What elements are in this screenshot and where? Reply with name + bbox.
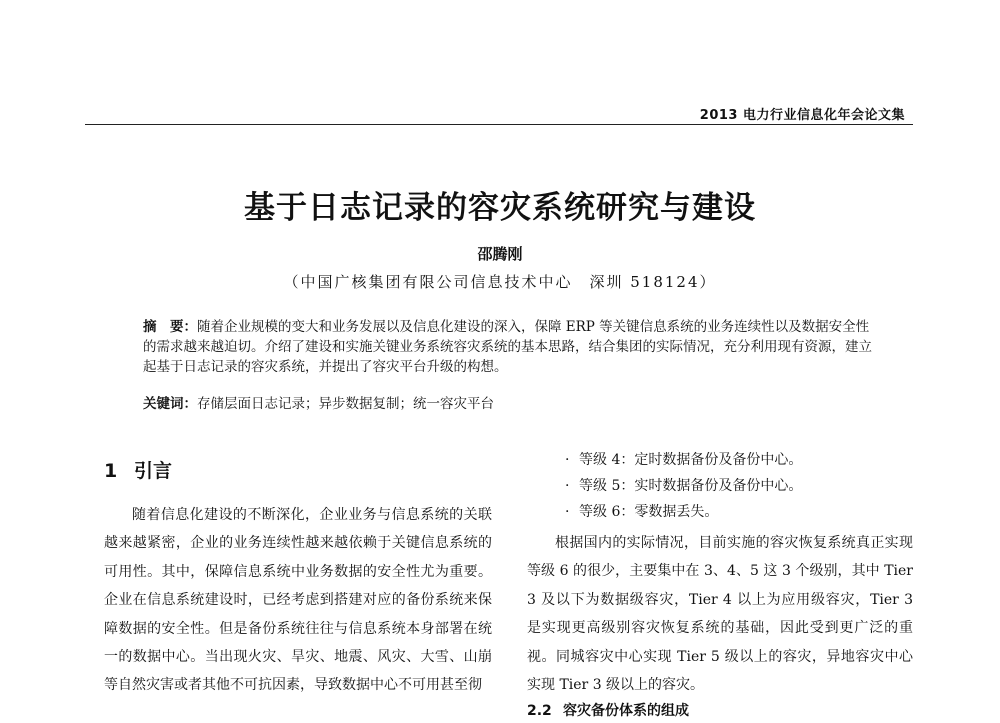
intro-paragraph: 随着信息化建设的不断深化，企业业务与信息系统的关联越来越紧密，企业的业务连续性越来越依赖于关键信息系统的可用性。其中，保障信息系统中业务数据的安全性尤为重要。企业在信息系统建设时，已经考虑到搭建对应的备份系统来保障数据的安全性。但是备份系统往往与信息系统本身部署在统一的数据中心。当出现火灾、旱灾、地震、风灾、大雪、山崩等自然灾害或者其他不可抗因素，导致数据中心不可用甚至彻 xyxy=(104,507,492,694)
keywords-label: 关键词： xyxy=(143,396,197,412)
abstract-label: 摘 要： xyxy=(143,319,197,335)
header-rule xyxy=(85,124,913,125)
list-item: · 等级 5：实时数据备份及备份中心。 xyxy=(565,473,913,499)
subsection-heading xyxy=(527,699,913,723)
bullet-icon: · xyxy=(565,504,570,520)
right-column xyxy=(527,447,913,723)
author-affiliation: （中国广核集团有限公司信息技术中心 深圳 518124） xyxy=(283,273,717,291)
abstract xyxy=(143,317,873,377)
keywords xyxy=(143,394,873,414)
abstract-text: 随着企业规模的变大和业务发展以及信息化建设的深入，保障 ERP 等关键信息系统的业务连续性以及数据安全性的需求越来越迫切。介绍了建设和实施关键业务系统容灾系统的基本思路，结合集团的实际情况，充分利用现有资源，建立起基于日志记录的容灾系统，并提出了容灾平台升级的构想。 xyxy=(143,319,872,375)
list-item: · 等级 4：定时数据备份及备份中心。 xyxy=(565,447,913,473)
list-item: · 等级 6：零数据丢失。 xyxy=(565,499,913,525)
subsection-title: 容灾备份体系的组成 xyxy=(563,703,689,720)
keywords-text: 存储层面日志记录；异步数据复制；统一容灾平台 xyxy=(197,396,494,412)
running-header: 2013 电力行业信息化年会论文集 xyxy=(699,108,905,123)
section-title: 引言 xyxy=(134,460,173,482)
tier-list xyxy=(527,447,913,525)
bullet-icon: · xyxy=(565,478,570,494)
left-column xyxy=(104,458,492,700)
author-name: 邵腾刚 xyxy=(477,245,523,263)
subsection-number: 2.2 xyxy=(527,703,552,720)
bullet-icon: · xyxy=(565,452,570,468)
section-number: 1 xyxy=(104,460,118,482)
paper-title: 基于日志记录的容灾系统研究与建设 xyxy=(244,190,756,226)
tier-paragraph: 根据国内的实际情况，目前实施的容灾恢复系统真正实现等级 6 的很少，主要集中在 3、4、5 这 3 个级别，其中 Tier 3 及以下为数据级容灾，Tier 4 以上为应用级容灾，Tier 3 是实现更高级别容灾恢复系统的基础，因此受到更广泛的重视。同城容灾中心实现 Tier 5 级以上的容灾，异地容灾中心实现 Tier 3 级以上的容灾。 xyxy=(527,535,913,694)
section-heading xyxy=(104,458,492,484)
